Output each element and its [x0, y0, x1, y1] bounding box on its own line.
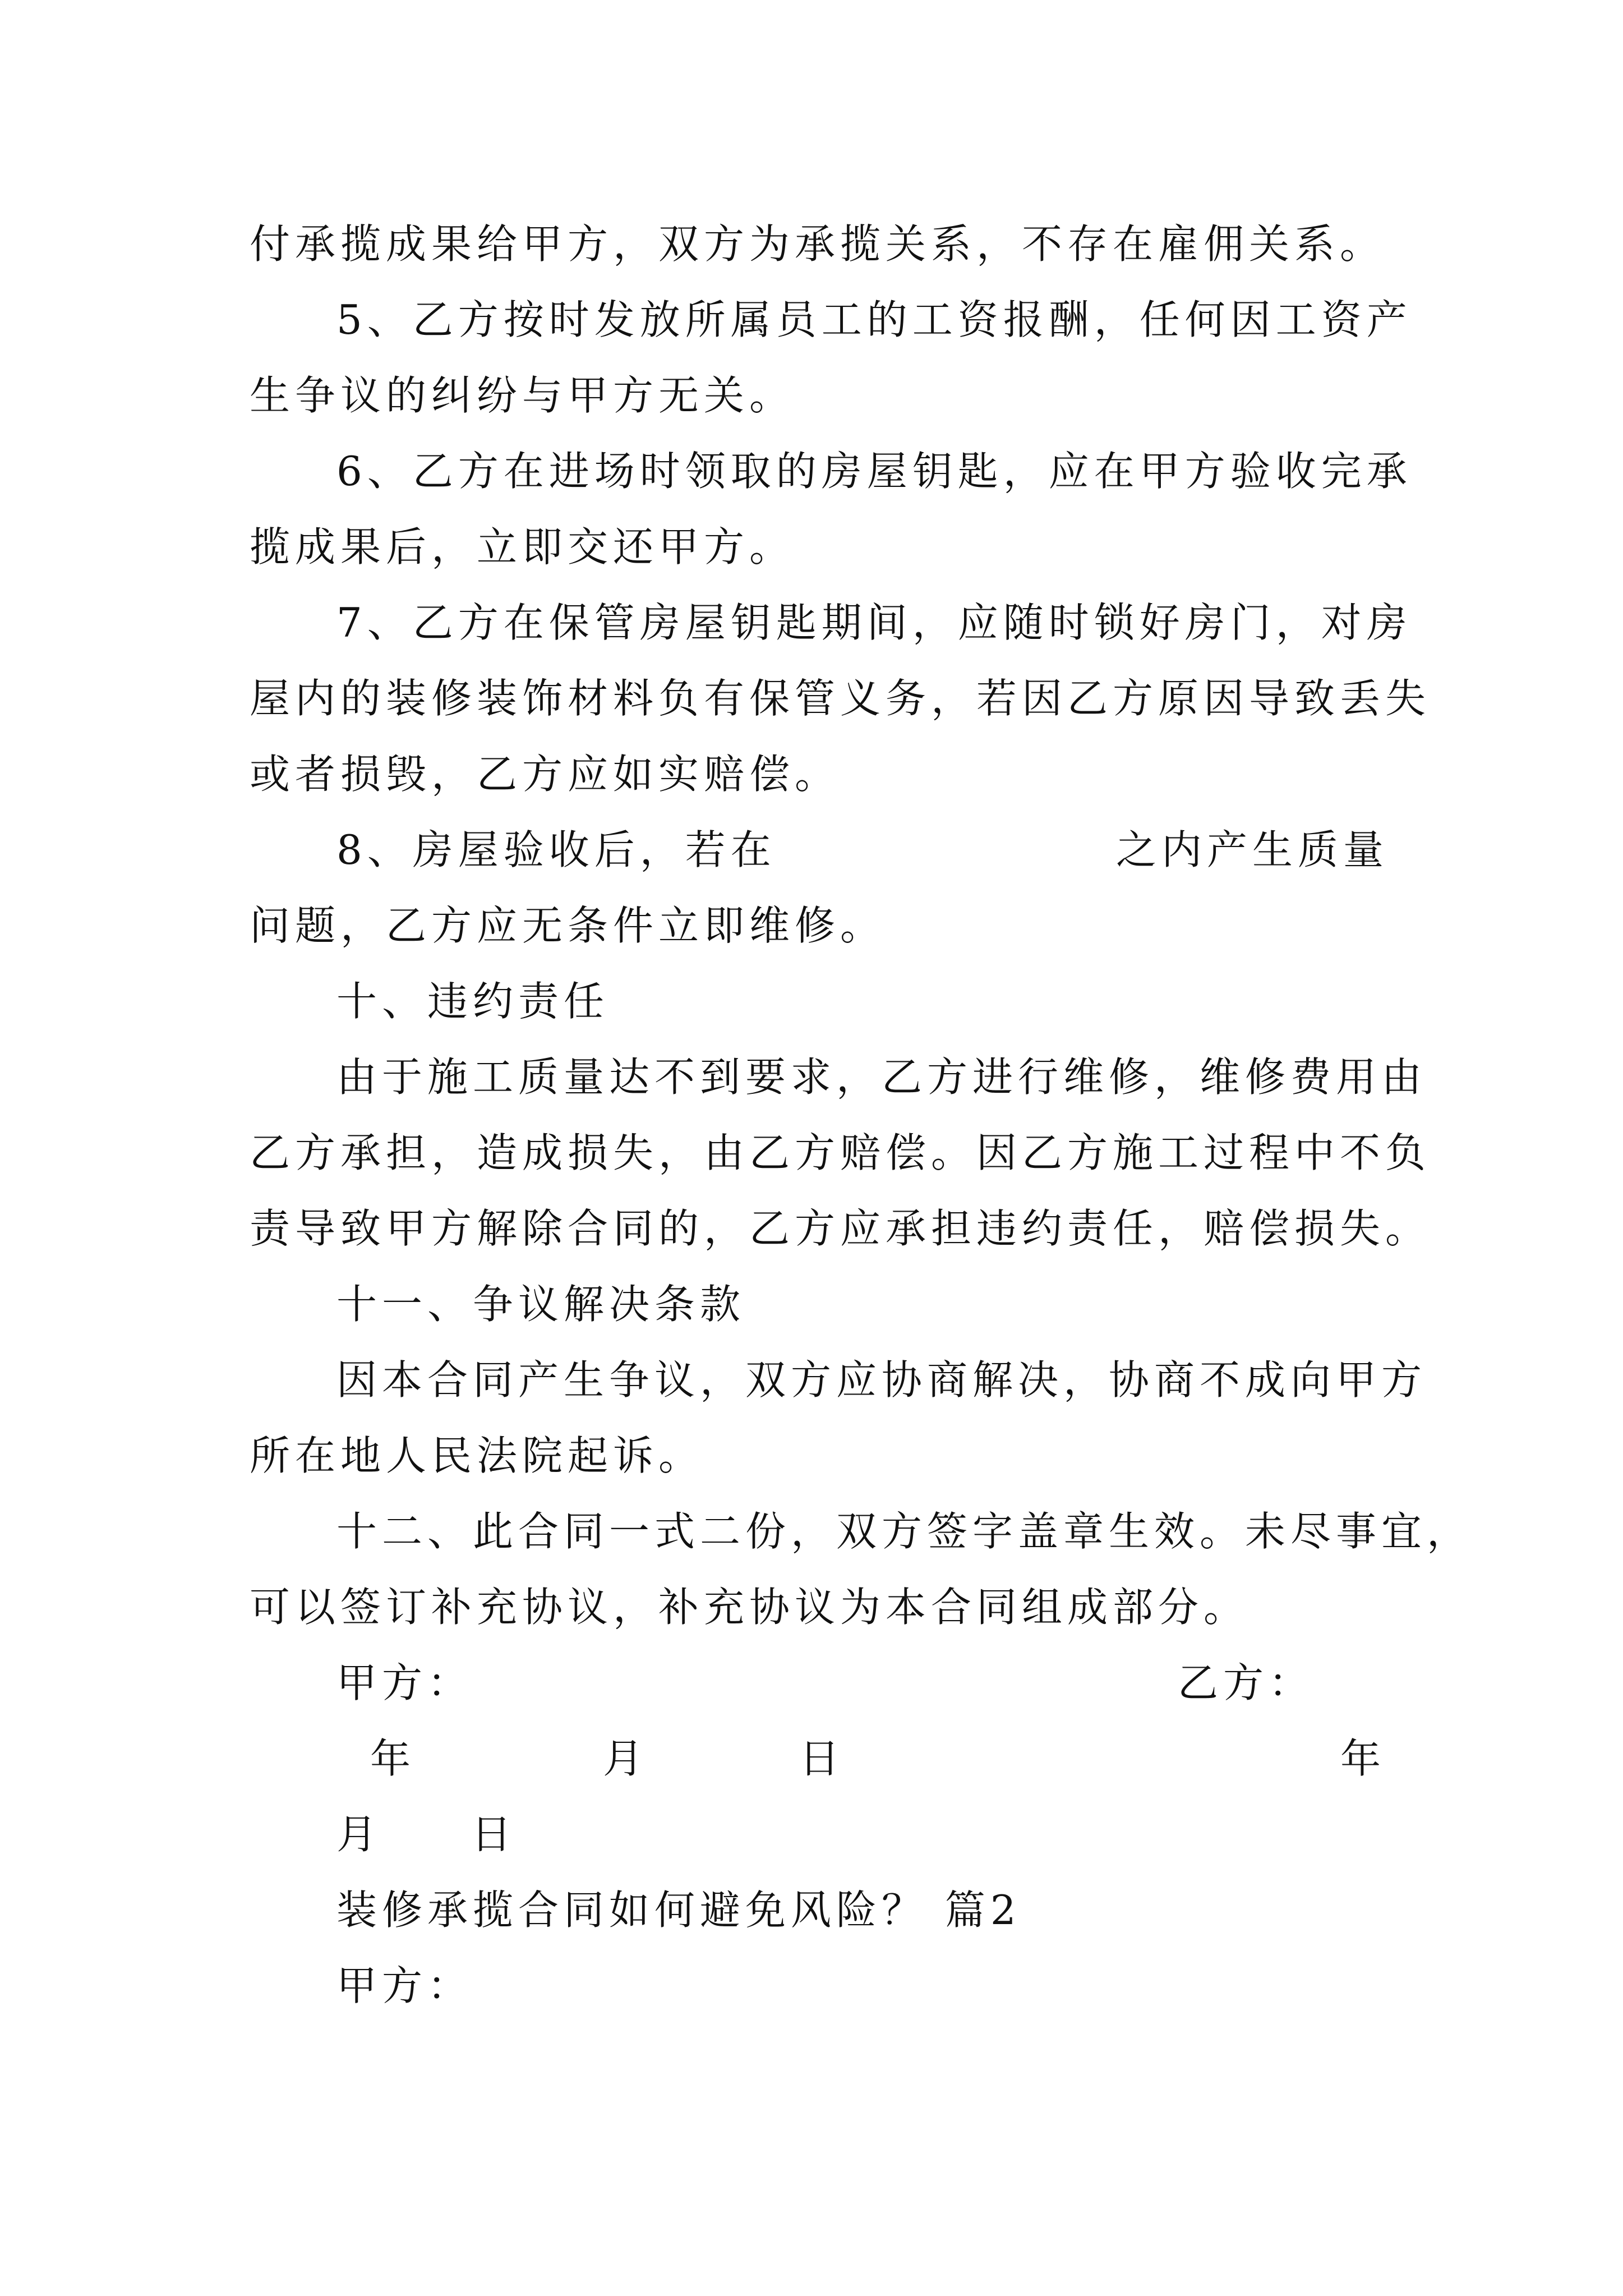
- paragraph-line: 因本合同产生争议，双方应协商解决，协商不成向甲方: [336, 1356, 1427, 1404]
- date-year-label-b: 年: [1340, 1735, 1386, 1782]
- party-a-signature-label: 甲方：: [336, 1659, 473, 1706]
- date-month-label-b: 月: [336, 1811, 382, 1858]
- next-section-party-a-label: 甲方：: [336, 1962, 473, 2009]
- paragraph-line: 揽成果后，立即交还甲方。: [250, 523, 795, 570]
- date-year-label: 年: [370, 1735, 416, 1782]
- section-heading: 十一、争议解决条款: [336, 1281, 746, 1328]
- paragraph-line: 由于施工质量达不到要求，乙方进行维修，维修费用由: [336, 1053, 1427, 1101]
- next-section-title: 装修承揽合同如何避免风险？ 篇2: [336, 1887, 1021, 1934]
- date-month-label: 月: [603, 1735, 649, 1782]
- paragraph-line: 问题，乙方应无条件立即维修。: [250, 902, 886, 949]
- paragraph-line: 8、房屋验收后，若在: [336, 826, 776, 873]
- paragraph-line: 所在地人民法院起诉。: [250, 1432, 704, 1479]
- party-b-signature-label: 乙方：: [1178, 1659, 1315, 1706]
- paragraph-line: 乙方承担，造成损失，由乙方赔偿。因乙方施工过程中不负: [250, 1129, 1431, 1176]
- paragraph-line: 付承揽成果给甲方，双方为承揽关系，不存在雇佣关系。: [250, 220, 1386, 268]
- paragraph-line: 6、乙方在进场时领取的房屋钥匙，应在甲方验收完承: [336, 448, 1412, 495]
- paragraph-line: 可以签订补充协议，补充协议为本合同组成部分。: [250, 1584, 1249, 1631]
- paragraph-line: 7、乙方在保管房屋钥匙期间，应随时锁好房门，对房: [336, 599, 1412, 646]
- paragraph-line: 屋内的装修装饰材料负有保管义务，若因乙方原因导致丢失: [250, 675, 1431, 722]
- paragraph-line: 5、乙方按时发放所属员工的工资报酬，任何因工资产: [336, 296, 1412, 343]
- paragraph-line: 十二、此合同一式二份，双方签字盖章生效。未尽事宜，: [336, 1508, 1473, 1555]
- date-day-label: 日: [799, 1735, 845, 1782]
- paragraph-line: 生争议的纠纷与甲方无关。: [250, 372, 795, 419]
- date-day-label-b: 日: [471, 1811, 517, 1858]
- paragraph-line-tail: 之内产生质量: [1116, 826, 1389, 873]
- paragraph-line: 责导致甲方解除合同的，乙方应承担违约责任，赔偿损失。: [250, 1205, 1431, 1252]
- paragraph-line: 或者损毁，乙方应如实赔偿。: [250, 751, 841, 798]
- section-heading: 十、违约责任: [336, 978, 610, 1025]
